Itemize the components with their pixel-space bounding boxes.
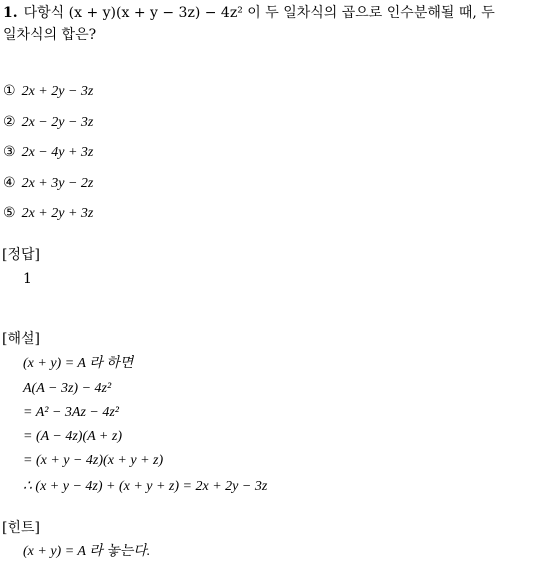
option-expr: 2x + 2y − 3z	[21, 84, 94, 99]
solution-line-2: A(A − 3z) − 4z²	[23, 381, 112, 396]
question-line-2: 일차식의 합은?	[3, 27, 97, 43]
question-line-1	[3, 2, 531, 24]
question-number: 1.	[3, 5, 18, 21]
solution-line-6: ∴ (x + y − 4z) + (x + y + z) = 2x + 2y − 3z	[23, 479, 268, 494]
option-5[interactable]	[3, 204, 93, 223]
hint-label: [힌트]	[2, 520, 40, 536]
solution-label: [해설]	[2, 331, 40, 347]
option-marker: ⑤	[3, 205, 16, 221]
option-1[interactable]	[3, 82, 93, 101]
option-marker: ④	[3, 175, 16, 191]
question	[3, 2, 531, 46]
option-expr: 2x − 4y + 3z	[21, 145, 94, 160]
option-expr: 2x − 2y − 3z	[21, 115, 94, 130]
solution-line-5: = (x + y − 4z)(x + y + z)	[23, 453, 164, 468]
solution-line-4: = (A − 4z)(A + z)	[23, 429, 122, 444]
hint-text: (x + y) = A 라 놓는다.	[23, 544, 151, 559]
solution-line-3: = A² − 3Az − 4z²	[23, 405, 119, 420]
solution-line-1: (x + y) = A 라 하면	[23, 356, 134, 371]
option-expr: 2x + 3y − 2z	[21, 176, 94, 191]
option-marker: ①	[3, 83, 16, 99]
option-expr: 2x + 2y + 3z	[21, 206, 94, 221]
option-marker: ③	[3, 144, 16, 160]
answer-value: 1	[23, 271, 32, 287]
answer-label: [정답]	[2, 247, 40, 263]
option-4[interactable]	[3, 174, 93, 193]
option-marker: ②	[3, 114, 16, 130]
option-2[interactable]	[3, 113, 93, 132]
option-3[interactable]	[3, 143, 93, 162]
question-text-1: 다항식 (x + y)(x + y − 3z) − 4z² 이 두 일차식의 곱으로 인수분해될 때, 두	[23, 5, 495, 21]
